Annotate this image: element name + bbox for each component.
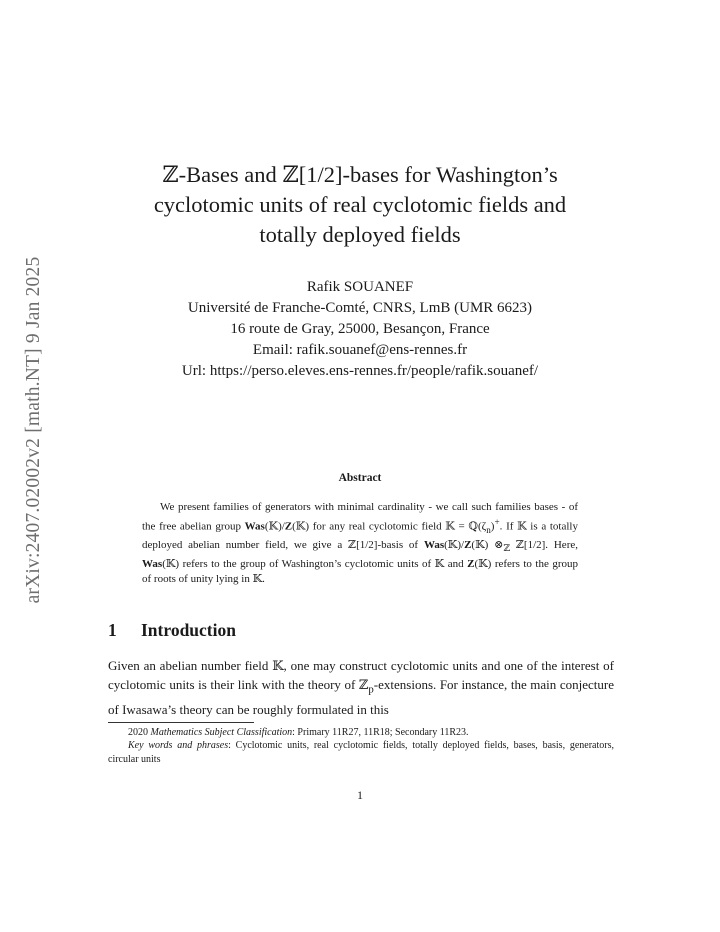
abstract-text: We present families of generators with minimal cardinality - we call such families bases - of the free abelian group Was(𝕂)/Z(𝕂) for any real cyclotomic field 𝕂 = $ℚ(\zeta_n)^+$. If 𝕂 is a totally deployed abelian number field, we give a ℤ[1/2]-basis of Was(𝕂)/Z(𝕂) $\otimes_ℤ$ ℤ[1/2]. Here, Was(𝕂) refers to the group of Washington’s cyclotomic units of 𝕂 and Z(𝕂) refers to the group of roots of unity lying in 𝕂.	[142, 501, 578, 586]
footnote-keywords: Key words and phrases: Cyclotomic units, real cyclotomic fields, totally deployed fields, bases, basis, generators, circular units	[108, 740, 614, 765]
author-affiliation: Université de Franche-Comté, CNRS, LmB (UMR 6623)	[187, 300, 533, 316]
footnote-rule	[108, 722, 254, 723]
author-name: Rafik SOUANEF	[306, 279, 414, 295]
section-number: 1	[108, 620, 117, 640]
author-email[interactable]: Email: rafik.souanef@ens-rennes.fr	[252, 342, 468, 358]
arxiv-identifier	[22, 220, 46, 640]
section-heading-introduction	[108, 620, 236, 641]
author-url[interactable]: Url: https://perso.eleves.ens-rennes.fr/people/rafik.souanef/	[181, 363, 539, 379]
title-line-2: cyclotomic units of real cyclotomic fields and	[153, 192, 567, 217]
title-line-1: ℤ-Bases and ℤ[1/2]-bases for Washington’s	[162, 162, 558, 187]
arxiv-identifier-text: arXiv:2407.02002v2 [math.NT] 9 Jan 2025	[23, 256, 44, 604]
abstract-heading: Abstract	[338, 472, 382, 484]
paper-title	[108, 160, 612, 250]
introduction-paragraph: Given an abelian number field 𝕂, one may construct cyclotomic units and one of the interest of cyclotomic units is their link with the theory of ℤ$_p$-extensions. For instance, the main conjecture of Iwasawa’s theory can be roughly formulated in this	[108, 658, 614, 717]
footnotes	[108, 726, 614, 766]
author-address: 16 route de Gray, 25000, Besançon, France	[230, 321, 490, 337]
author-block	[108, 277, 612, 382]
title-line-3: totally deployed fields	[259, 222, 461, 247]
footnote-msc: 2020 Mathematics Subject Classification: Primary 11R27, 11R18; Secondary 11R23.	[128, 727, 469, 738]
section-title: Introduction	[141, 620, 236, 640]
page-number: 1	[357, 788, 363, 802]
